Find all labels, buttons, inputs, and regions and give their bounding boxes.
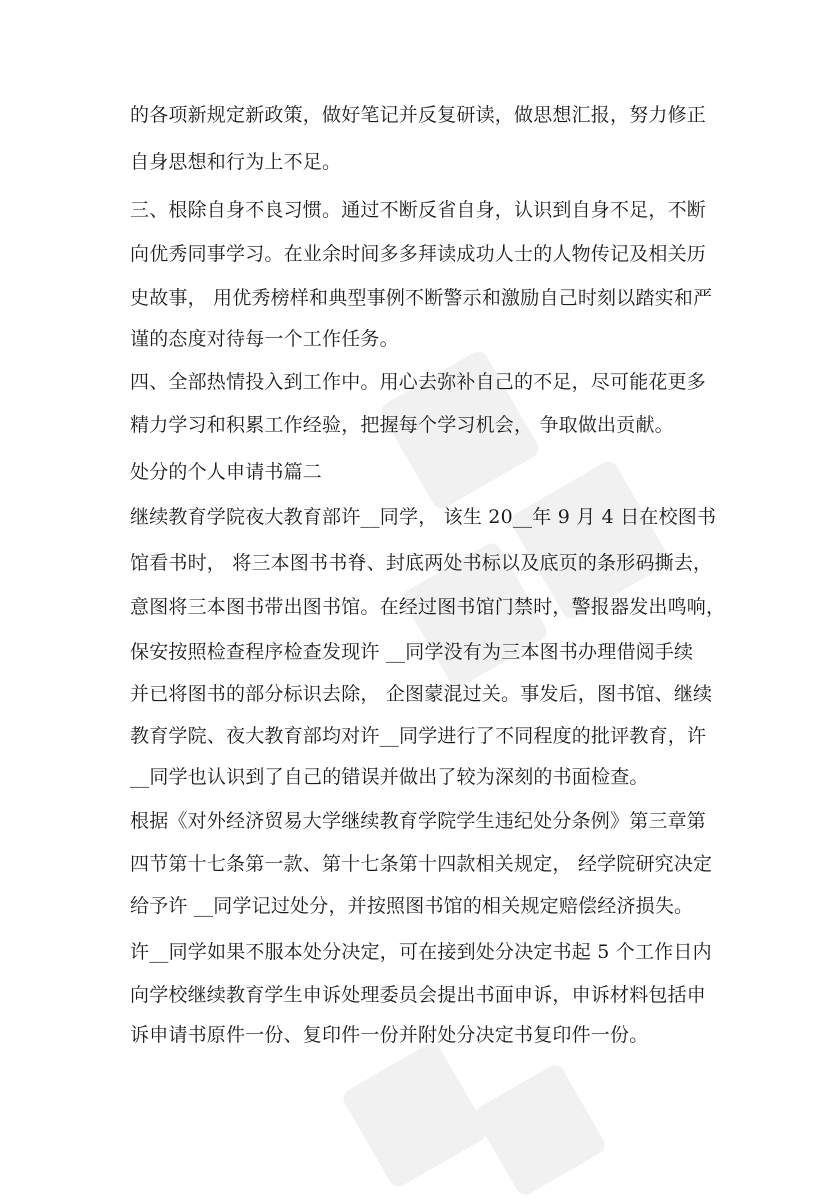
text-line: 给予许 __同学记过处分，并按照图书馆的相关规定赔偿经济损失。 — [130, 895, 694, 917]
text-line: 教育学院、夜大教育部均对许__同学进行了不同程度的批评教育，许 — [130, 725, 707, 747]
section-heading: 处分的个人申请书篇二 — [130, 461, 323, 483]
text-line: 向学校继续教育学生申诉处理委员会提出书面申诉，申诉材料包括申 — [130, 984, 707, 1006]
text-line: 保安按照检查程序检查发现许 __同学没有为三本图书办理借阅手续 — [130, 641, 694, 663]
text-line: 谨的态度对待每一个工作任务。 — [130, 328, 399, 350]
text-line: 继续教育学院夜大教育部许__同学， 该生 20__年 9 月 4 日在校图书 — [130, 506, 717, 528]
text-line: 向优秀同事学习。在业余时间多多拜读成功人士的人物传记及相关历 — [130, 243, 707, 265]
text-line: 精力学习和积累工作经验，把握每个学习机会， 争取做出贡献。 — [130, 414, 674, 436]
text-line: 三、根除自身不良习惯。通过不断反省自身，认识到自身不足，不断 — [130, 199, 707, 221]
text-line: __同学也认识到了自己的错误并做出了较为深刻的书面检查。 — [130, 766, 649, 788]
text-line: 诉申请书原件一份、复印件一份并附处分决定书复印件一份。 — [130, 1024, 649, 1046]
text-line: 并已将图书的部分标识去除， 企图蒙混过关。事发后，图书馆、继续 — [130, 683, 713, 705]
text-line: 意图将三本图书带出图书馆。在经过图书馆门禁时，警报器发出鸣响， — [130, 596, 726, 618]
text-line: 的各项新规定新政策，做好笔记并反复研读，做思想汇报，努力修正 — [130, 104, 707, 126]
text-line: 史故事， 用优秀榜样和典型事例不断警示和激励自己时刻以踏实和严 — [130, 287, 713, 309]
text-line: 根据《对外经济贸易大学继续教育学院学生违纪处分条例》第三章第 — [130, 810, 707, 832]
text-line: 自身思想和行为上不足。 — [130, 151, 342, 173]
text-line: 馆看书时， 将三本图书书脊、封底两处书标以及底页的条形码撕去， — [130, 552, 713, 574]
text-line: 四、全部热情投入到工作中。用心去弥补自己的不足，尽可能花更多 — [130, 371, 707, 393]
text-line: 许__同学如果不服本处分决定，可在接到处分决定书起 5 个工作日内 — [130, 941, 712, 963]
text-line: 四节第十七条第一款、第十七条第十四款相关规定， 经学院研究决定 — [130, 853, 713, 875]
